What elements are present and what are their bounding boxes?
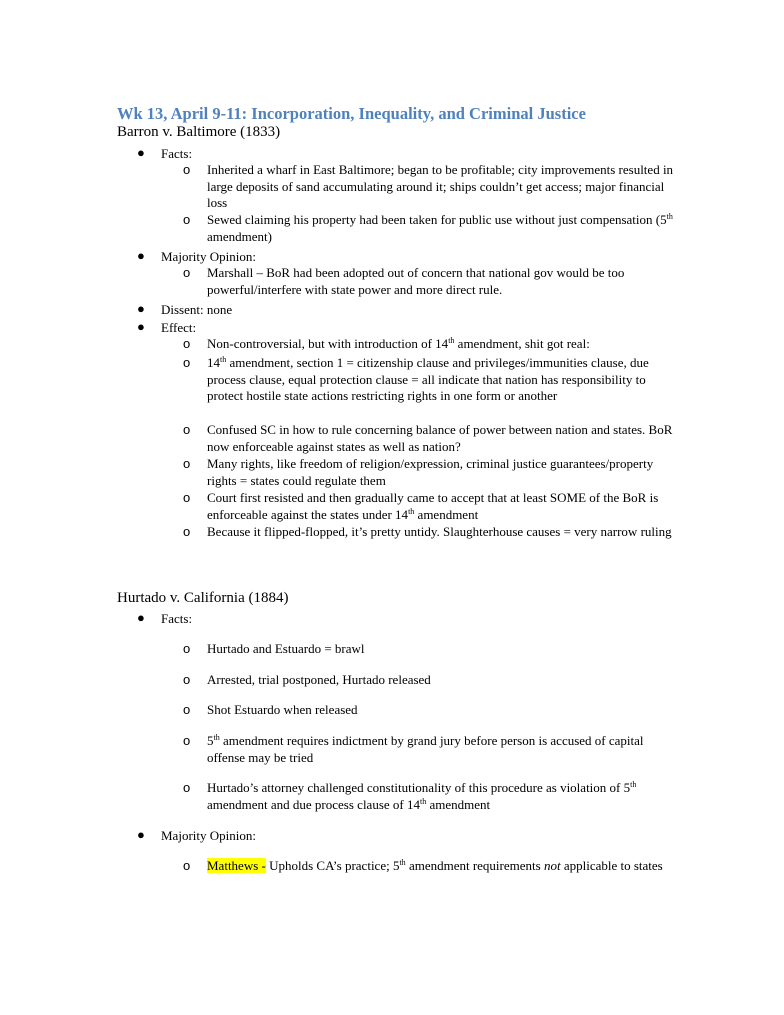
- sub-bullet: [183, 422, 677, 455]
- bullet-majority: [137, 248, 256, 266]
- sub-bullet-text: Many rights, like freedom of religion/expression, criminal justice guarantees/property rights = states could regulate them: [207, 456, 654, 488]
- bullet-marker: ●: [137, 610, 145, 625]
- sub-bullet: [183, 672, 677, 689]
- sub-bullet-text: Marshall – BoR had been adopted out of concern that national gov would be too powerful/interfere with state power and more direct rule.: [207, 265, 625, 297]
- sub-bullet: [183, 162, 677, 212]
- sub-bullet-marker: o: [183, 265, 191, 280]
- sub-bullet: [183, 265, 677, 298]
- bullet-dissent: [137, 301, 233, 319]
- case-title-hurtado: Hurtado v. California (1884): [117, 590, 289, 606]
- bullet-facts: [137, 145, 193, 163]
- sub-bullet-text: Hurtado’s attorney challenged constitutionality of this procedure as violation of 5th amendment and due process clause of 14th amendment: [207, 780, 637, 812]
- sub-bullet-text: Because it flipped-flopped, it’s pretty untidy. Slaughterhouse causes = very narrow ruling: [207, 524, 672, 539]
- bullet-label: Facts:: [161, 146, 193, 161]
- sub-bullet-marker: o: [183, 780, 191, 795]
- sub-bullet-marker: o: [183, 858, 191, 873]
- sub-bullet-marker: o: [183, 672, 191, 687]
- sub-bullet-marker: o: [183, 733, 191, 748]
- sub-bullet: [183, 702, 677, 719]
- bullet-marker: ●: [137, 145, 145, 160]
- sub-bullet-text: Confused SC in how to rule concerning balance of power between nation and states. BoR now enforceable against states as well as nation?: [207, 422, 673, 454]
- sub-bullet-marker: o: [183, 702, 191, 717]
- sub-bullet-text: Court first resisted and then gradually came to accept that at least SOME of the BoR is enforceable against the states under 14th amendment: [207, 490, 659, 522]
- sub-bullet-marker: o: [183, 490, 191, 505]
- sub-bullet: [183, 490, 677, 523]
- bullet-facts: [137, 610, 193, 628]
- sub-bullet-text: 5th amendment requires indictment by grand jury before person is accused of capital offense may be tried: [207, 733, 644, 765]
- case-title-barron: Barron v. Baltimore (1833): [117, 124, 281, 140]
- bullet-marker: ●: [137, 827, 145, 842]
- bullet-label: Facts:: [161, 611, 193, 626]
- sub-bullet-text: Hurtado and Estuardo = brawl: [207, 641, 365, 656]
- sub-bullet-marker: o: [183, 456, 191, 471]
- sub-bullet-marker: o: [183, 336, 191, 351]
- sub-bullet-text: Non-controversial, but with introduction of 14th amendment, shit got real:: [207, 336, 590, 351]
- sub-bullet: [183, 524, 677, 541]
- bullet-marker: ●: [137, 248, 145, 263]
- bullet-majority: [137, 827, 256, 845]
- sub-bullet-text: Arrested, trial postponed, Hurtado released: [207, 672, 431, 687]
- bullet-effect: [137, 319, 197, 337]
- sub-bullet: [183, 858, 677, 875]
- sub-bullet-text: Inherited a wharf in East Baltimore; began to be profitable; city improvements resulted in large deposits of sand accumulating around it; ships couldn’t get access; major financial loss: [207, 162, 674, 210]
- sub-bullet: [183, 456, 677, 489]
- page-heading: Wk 13, April 9-11: Incorporation, Inequality, and Criminal Justice: [117, 104, 586, 123]
- emphasis: not: [543, 858, 561, 873]
- sub-bullet: [183, 641, 677, 658]
- sub-bullet-marker: o: [183, 212, 191, 227]
- bullet-label: Majority Opinion:: [161, 828, 256, 843]
- sub-bullet-marker: o: [183, 641, 191, 656]
- sub-bullet-marker: o: [183, 524, 191, 539]
- sub-bullet-text: Matthews - Upholds CA’s practice; 5th amendment requirements not applicable to states: [207, 858, 663, 873]
- sub-bullet-marker: o: [183, 162, 191, 177]
- sub-bullet: [183, 733, 677, 766]
- sub-bullet-text: Sewed claiming his property had been taken for public use without just compensation (5th amendment): [207, 212, 673, 244]
- bullet-marker: ●: [137, 319, 145, 334]
- sub-bullet: [183, 212, 677, 245]
- sub-bullet-text: Shot Estuardo when released: [207, 702, 358, 717]
- sub-bullet-marker: o: [183, 355, 191, 370]
- bullet-label: Dissent: none: [161, 302, 233, 317]
- bullet-label: Effect:: [161, 320, 197, 335]
- sub-bullet-text: 14th amendment, section 1 = citizenship clause and privileges/immunities clause, due process clause, equal protection clause = all indicate that nation has responsibility to protect hostile state actions restricting rights in one form or another: [207, 355, 649, 403]
- sub-bullet-marker: o: [183, 422, 191, 437]
- bullet-label: Majority Opinion:: [161, 249, 256, 264]
- sub-bullet: [183, 355, 677, 405]
- bullet-marker: ●: [137, 301, 145, 316]
- highlighted-name: Matthews -: [207, 858, 266, 873]
- sub-bullet: [183, 780, 677, 813]
- sub-bullet: [183, 336, 677, 353]
